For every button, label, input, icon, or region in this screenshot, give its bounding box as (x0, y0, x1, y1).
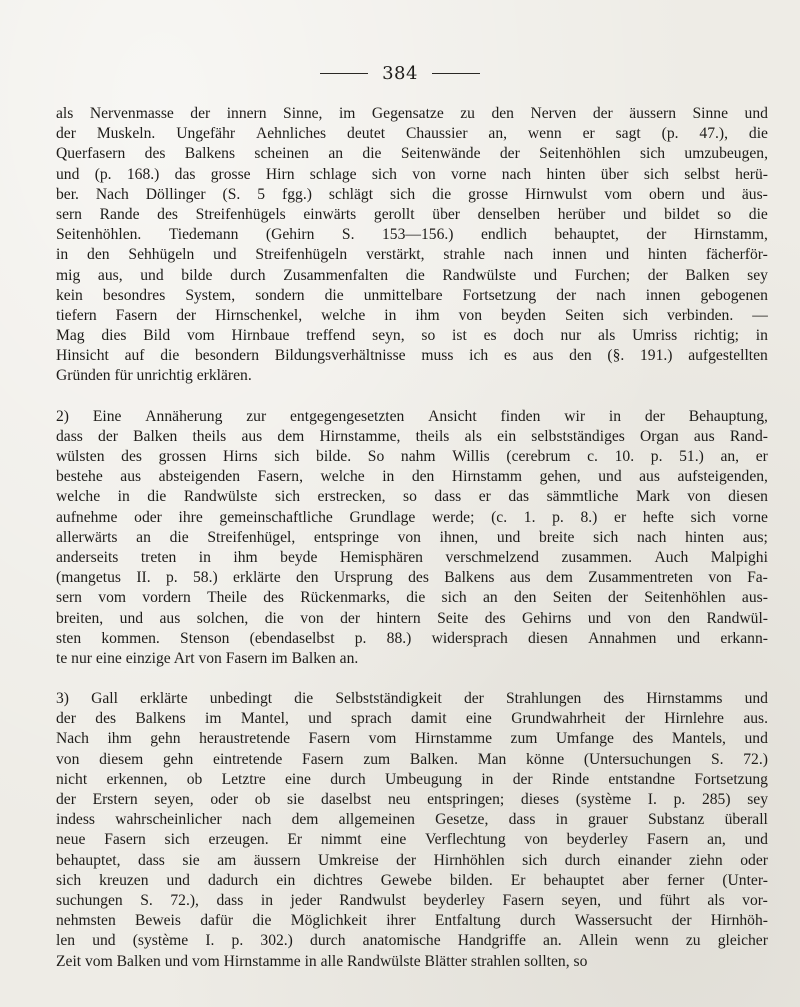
text-line: Gründen für unrichtig erklären. (56, 367, 252, 385)
text-line: Zeit vom Balken und vom Hirnstamme in alle Randwülste Blätter strahlen sollten, so (56, 952, 588, 970)
text-line: in den Sehhügeln und Streifenhügeln verstärkt, strahle nach innen und hinten fächerför- (56, 246, 768, 264)
text-line: nicht erkennen, ob Letztre eine durch Umbeugung in der Rinde entstandne Fortsetzung (56, 770, 768, 788)
text-line: suchungen S. 72.), dass in jeder Randwulst beyderley Fasern seyen, und führt als vor- (56, 891, 768, 909)
text-line: als Nervenmasse der innern Sinne, im Gegensatze zu den Nerven der äussern Sinne und (56, 105, 768, 122)
header-rule-left (320, 73, 368, 74)
text-line: tiefern Fasern der Hirnschenkel, welche in ihm von beyden Seiten sich verbinden. — (56, 306, 768, 324)
text-line: te nur eine einzige Art von Fasern im Balken an. (56, 649, 359, 667)
text-line: sern Rande des Streifenhügels einwärts gerollt über denselben herüber und bildet so die (56, 205, 768, 223)
text-line: der Muskeln. Ungefähr Aehnliches deutet Chaussier an, wenn er sagt (p. 47.), die (56, 125, 768, 143)
text-line: neue Fasern sich erzeugen. Er nimmt eine Verflechtung von beyderley Fasern an, und (56, 831, 768, 849)
text-line: Seitenhöhlen. Tiedemann (Gehirn S. 153—156.) endlich behauptet, der Hirnstamm, (56, 226, 768, 244)
page-number: 384 (382, 62, 418, 84)
body-text (56, 104, 768, 992)
text-line: welche in die Randwülste sich erstrecken, so dass er das sämmtliche Mark von diesen (56, 488, 768, 506)
text-line: behauptet, dass sie am äussern Umkreise der Hirnhöhlen sich durch einander ziehn oder (56, 851, 768, 869)
text-line: ber. Nach Döllinger (S. 5 fgg.) schlägt sich die grosse Hirnwulst vom obern und äus- (56, 185, 768, 203)
header-rule-right (432, 73, 480, 74)
text-line: Querfasern des Balkens scheinen an die Seitenwände der Seitenhöhlen sich umzubeugen, (56, 145, 768, 163)
text-line: und (p. 168.) das grosse Hirn schlage sich von vorne nach hinten über sich selbst herü- (56, 165, 768, 183)
text-line: 3) Gall erklärte unbedingt die Selbstständigkeit der Strahlungen des Hirnstamms und (56, 690, 768, 708)
text-line: indess wahrscheinlicher nach dem allgemeinen Gesetze, dass in grauer Substanz überall (56, 811, 768, 829)
text-line: 2) Eine Annäherung zur entgegengesetzten Ansicht finden wir in der Behauptung, (56, 407, 768, 425)
text-line: len und (système I. p. 302.) durch anatomische Handgriffe an. Allein wenn zu gleicher (56, 932, 768, 950)
text-line: Nach ihm gehn heraustretende Fasern vom Hirnstamme zum Umfange des Mantels, und (56, 730, 768, 748)
text-line: sten kommen. Stenson (ebendaselbst p. 88.) widersprach diesen Annahmen und erkann- (56, 629, 768, 647)
text-line: wülsten des grossen Hirns sich bilde. So nahm Willis (cerebrum c. 10. p. 51.) an, er (56, 448, 768, 465)
text-line: der des Balkens im Mantel, und sprach damit eine Grundwahrheit der Hirnlehre aus. (56, 710, 768, 728)
text-line: nehmsten Beweis dafür die Möglichkeit ihrer Entfaltung durch Wassersucht der Hirnhöh- (56, 912, 768, 930)
paragraph (56, 689, 768, 972)
text-line: sern vom vordern Theile des Rückenmarks, die sich an den Seiten der Seitenhöhlen aus- (56, 589, 768, 607)
text-line: mig aus, und bilde durch Zusammenfalten die Randwülste und Furchen; der Balken sey (56, 266, 768, 284)
text-line: anderseits treten in ihm beyde Hemisphären verschmelzend zusammen. Auch Malpighi (56, 548, 768, 566)
text-line: bestehe aus absteigenden Fasern, welche in den Hirnstamm gehen, und aus aufsteigenden, (56, 468, 768, 486)
text-line: der Erstern seyen, oder ob sie daselbst neu entspringen; dieses (système I. p. 285) sey (56, 791, 768, 808)
paragraph (56, 104, 768, 387)
paragraph (56, 407, 768, 669)
text-line: Hinsicht auf die besondern Bildungsverhältnisse muss ich es aus den (§. 191.) aufgestellten (56, 347, 768, 365)
text-line: dass der Balken theils aus dem Hirnstamme, theils als ein selbstständiges Organ aus Rand- (56, 427, 768, 445)
text-line: sich kreuzen und dadurch ein dichtres Gewebe bilden. Er behauptet aber ferner (Unter- (56, 871, 768, 889)
text-line: Mag dies Bild vom Hirnbaue treffend seyn, so ist es doch nur als Umriss richtig; in (56, 327, 768, 345)
page-header (0, 58, 800, 88)
text-line: (mangetus II. p. 58.) erklärte den Ursprung des Balkens aus dem Zusammentreten von Fa- (56, 569, 768, 587)
text-line: kein besondres System, sondern die unmittelbare Fortsetzung der nach innen gebogenen (56, 286, 768, 304)
text-line: allerwärts an die Streifenhügel, entspringe von ihnen, und breite sich nach hinten aus; (56, 528, 768, 546)
text-line: von diesem gehn eintretende Fasern zum Balken. Man könne (Untersuchungen S. 72.) (56, 750, 768, 768)
text-line: aufnehme oder ihre gemeinschaftliche Grundlage werde; (c. 1. p. 8.) er hefte sich vorne (56, 508, 768, 526)
text-line: breiten, und aus solchen, die von der hintern Seite des Gehirns und von den Randwül- (56, 609, 768, 627)
